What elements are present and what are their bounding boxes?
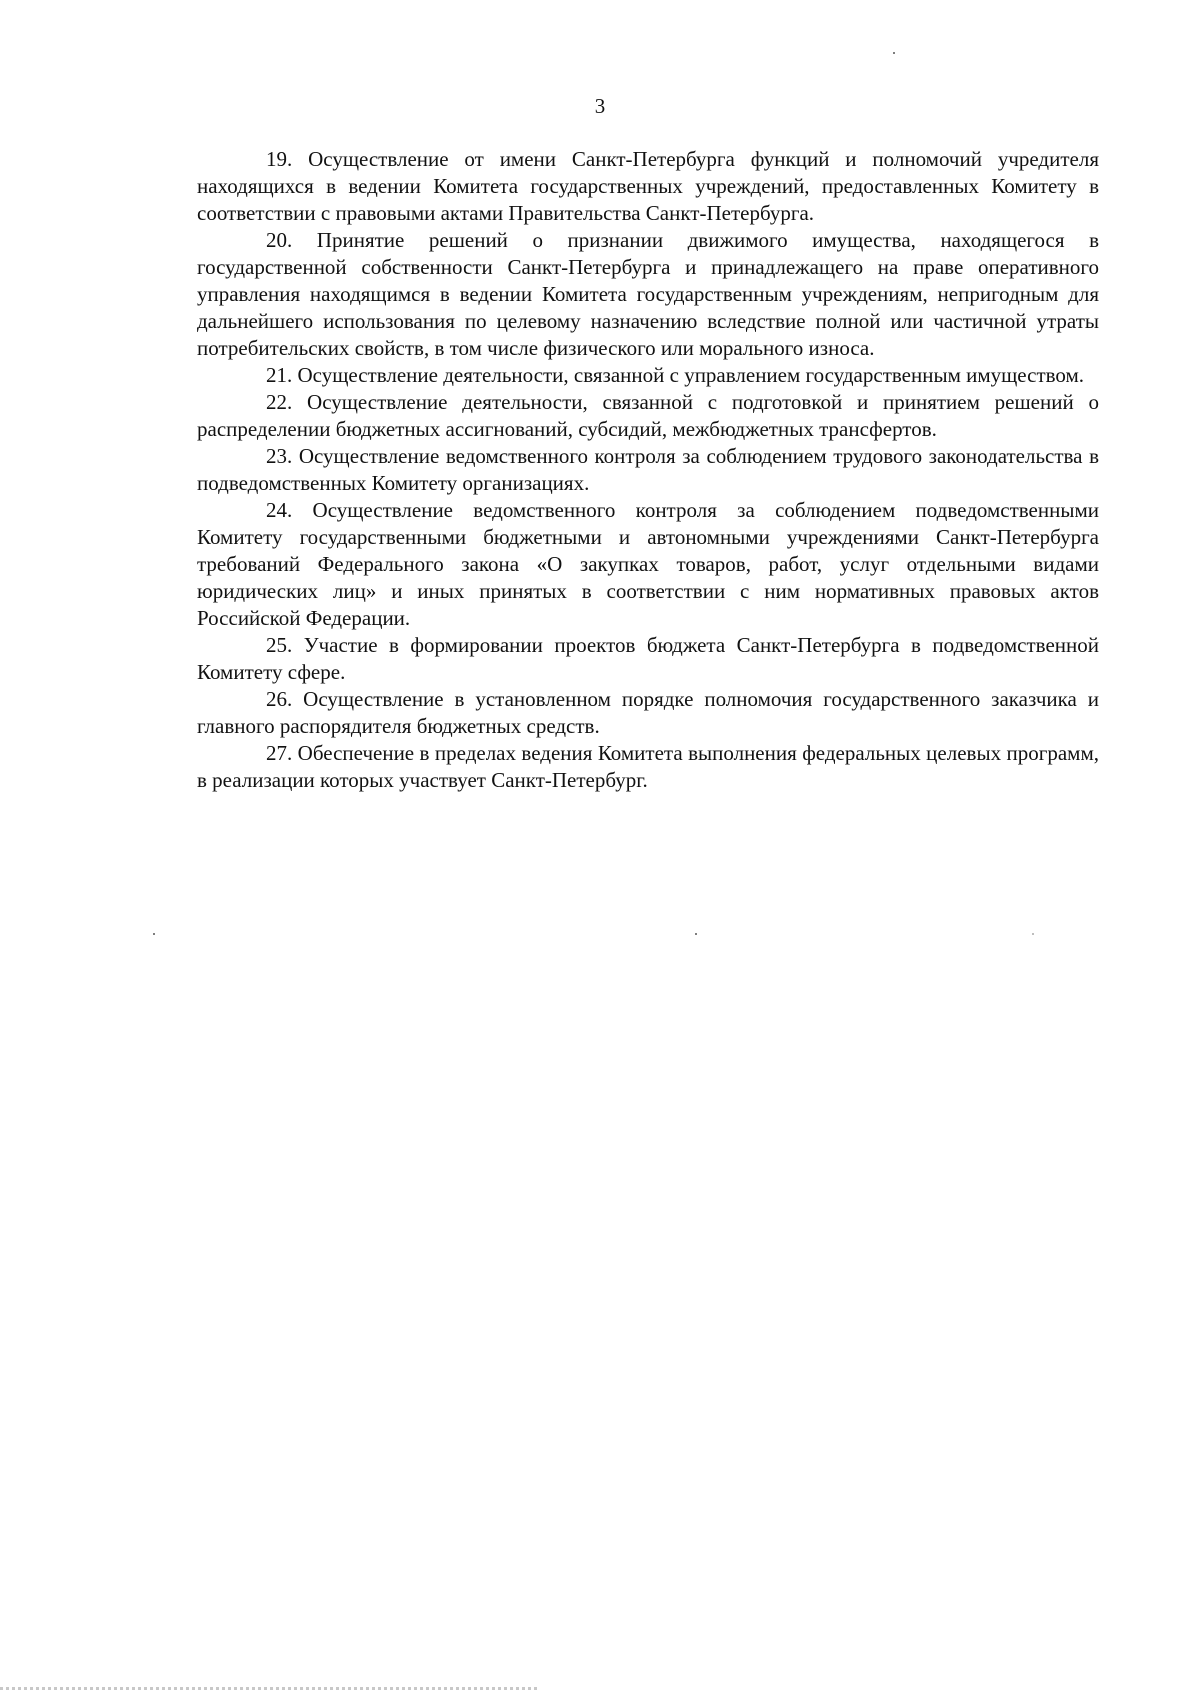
scan-speck [893,52,895,54]
paragraph-20: 20. Принятие решений о признании движимого имущества, находящегося в государственной собственности Санкт-Петербурга и принадлежащего на праве оперативного управления находящимся в ведении Комитета государственным учреждениям, непригодным для дальнейшего использования по целевому назначению вследствие полной или частичной утраты потребительских свойств, в том числе физического или морального износа. [197,228,1099,360]
paragraph-21: 21. Осуществление деятельности, связанной с управлением государственным имуществом. [266,363,1085,387]
page-number: 3 [594,94,606,118]
paragraph-22: 22. Осуществление деятельности, связанной с подготовкой и принятием решений о распределении бюджетных ассигнований, субсидий, межбюджетных трансфертов. [197,390,1099,441]
paragraph-25: 25. Участие в формировании проектов бюджета Санкт-Петербурга в подведомственной Комитету сфере. [197,633,1099,684]
scan-speck [153,933,155,935]
paragraph-23: 23. Осуществление ведомственного контроля за соблюдением трудового законодательства в подведомственных Комитету организациях. [197,444,1099,495]
scan-edge-artifact [0,1687,540,1690]
paragraph-26: 26. Осуществление в установленном порядке полномочия государственного заказчика и главного распорядителя бюджетных средств. [197,687,1099,738]
paragraph-19: 19. Осуществление от имени Санкт-Петербурга функций и полномочий учредителя находящихся в ведении Комитета государственных учреждений, предоставленных Комитету в соответствии с правовыми актами Правительства Санкт-Петербурга. [197,147,1099,225]
scan-speck [695,933,697,935]
document-body [197,146,1099,794]
scan-speck [1032,933,1034,935]
paragraph-27: 27. Обеспечение в пределах ведения Комитета выполнения федеральных целевых программ, в реализации которых участвует Санкт-Петербург. [197,741,1099,792]
paragraph-24: 24. Осуществление ведомственного контроля за соблюдением подведомственными Комитету государственными бюджетными и автономными учреждениями Санкт-Петербурга требований Федерального закона «О закупках товаров, работ, услуг отдельными видами юридических лиц» и иных принятых в соответствии с ним нормативных правовых актов Российской Федерации. [197,498,1099,630]
